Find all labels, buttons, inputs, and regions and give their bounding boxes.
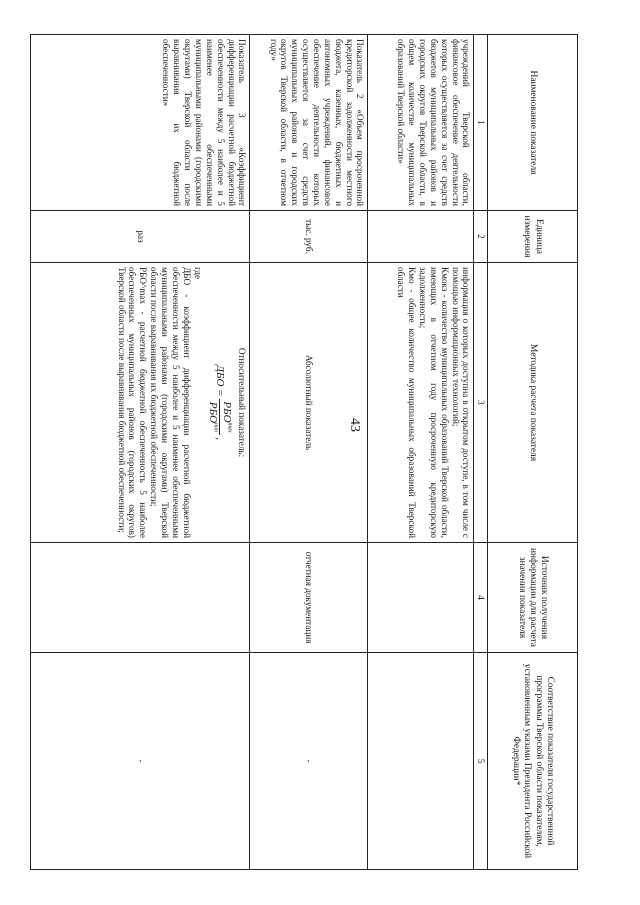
column-number: 2 bbox=[474, 211, 488, 263]
header-name: Наименование показателя bbox=[488, 35, 578, 211]
indicator-unit: раз bbox=[31, 211, 250, 263]
indicator-method: Абсолютный показатель bbox=[250, 263, 368, 543]
denominator-sup: min bbox=[212, 423, 219, 433]
header-row bbox=[488, 35, 578, 870]
indicator-source: отчетная документация bbox=[250, 543, 368, 653]
numerator-text: РБО bbox=[220, 401, 233, 423]
table-row bbox=[31, 35, 250, 870]
rotated-table-container bbox=[30, 34, 578, 869]
formula-fraction bbox=[206, 399, 233, 434]
indicator-name: Показатель 2 «Объем просроченной кредиторской задолженности местного бюджета, казенных, бюджетных и автономных учреждений, финансовое обеспечение деятельности которых осуществляется за счет средств муниципальных районов и городских округов Тверской области, в отчетном году» bbox=[250, 35, 368, 211]
indicator-unit: тыс. руб. bbox=[250, 211, 368, 263]
indicator-compliance: - bbox=[31, 653, 250, 870]
indicator-name: Показатель 3 «Коэффициент дифференциации расчетной бюджетной обеспеченности между 5 наиболее и 5 наименее обеспеченными муниципальными районами (городскими округами) Тверской области после выравнивания их бюджетной обеспеченности» bbox=[31, 35, 250, 211]
header-method: Методика расчета показателя bbox=[488, 263, 578, 543]
header-unit: Единица измерения bbox=[488, 211, 578, 263]
formula-lhs: ДБО bbox=[213, 364, 226, 387]
column-number: 5 bbox=[474, 653, 488, 870]
method-line: РБО^max - расчетной бюджетной обеспеченность 5 наиболее обеспеченных муниципальных районов (городских округов) Тверской области после выравнивания бюджетной обеспеченности; bbox=[116, 267, 149, 538]
method-line: информация о которых доступна в открытом доступе, в том числе с помощью информационных технологий; bbox=[450, 267, 472, 538]
table-row bbox=[368, 35, 474, 870]
header-source: Источник получения информации для расчета значения показателя bbox=[488, 543, 578, 653]
column-number-row bbox=[474, 35, 488, 870]
method-line: Кмокз - количество муниципальных образований Тверской области, имеющих в отчетном году просроченную кредиторскую задолженность; bbox=[417, 267, 450, 538]
denominator-text: РБО bbox=[206, 401, 219, 424]
formula: ДБО = $РБО^{max}$ $РБО^{min}$ , bbox=[206, 364, 233, 441]
column-number: 1 bbox=[474, 35, 488, 211]
method-line: Кмо - общее количество муниципальных образований Тверской области bbox=[396, 267, 418, 538]
indicator-unit bbox=[368, 211, 474, 263]
indicator-compliance: - bbox=[250, 653, 368, 870]
formula-denominator bbox=[206, 399, 219, 434]
numerator-sup: max bbox=[226, 422, 233, 433]
where-label: где bbox=[192, 267, 203, 280]
formula-numerator bbox=[219, 399, 233, 434]
indicator-method bbox=[368, 263, 474, 543]
column-number: 4 bbox=[474, 543, 488, 653]
indicator-compliance bbox=[368, 653, 474, 870]
indicators-table bbox=[30, 34, 578, 870]
indicator-method bbox=[31, 263, 250, 543]
header-compliance: Соответствие показателя государственной программы Тверской области показателям, установленным указами Президента Российской Федерации* bbox=[488, 653, 578, 870]
indicator-name: учреждений Тверской области, финансовое обеспечение деятельности которых осуществляется за счет средств бюджетов муниципальных районов и городских округов Тверской области, в общем количестве муниципальных образований Тверской области» bbox=[368, 35, 474, 211]
method-line: ДБО - коэффициент дифференциации расчетной бюджетной обеспеченности между 5 наиболее и 5 наименее обеспеченными муниципальными районами (городскими округами) Тверской области после выравнивания их бюджетной обеспеченности; bbox=[149, 267, 192, 538]
indicator-source bbox=[368, 543, 474, 653]
table-row bbox=[250, 35, 368, 870]
page-number: 43 bbox=[347, 418, 362, 432]
method-intro: Относительный показатель: bbox=[237, 347, 248, 458]
indicator-source bbox=[31, 543, 250, 653]
column-number: 3 bbox=[474, 263, 488, 543]
